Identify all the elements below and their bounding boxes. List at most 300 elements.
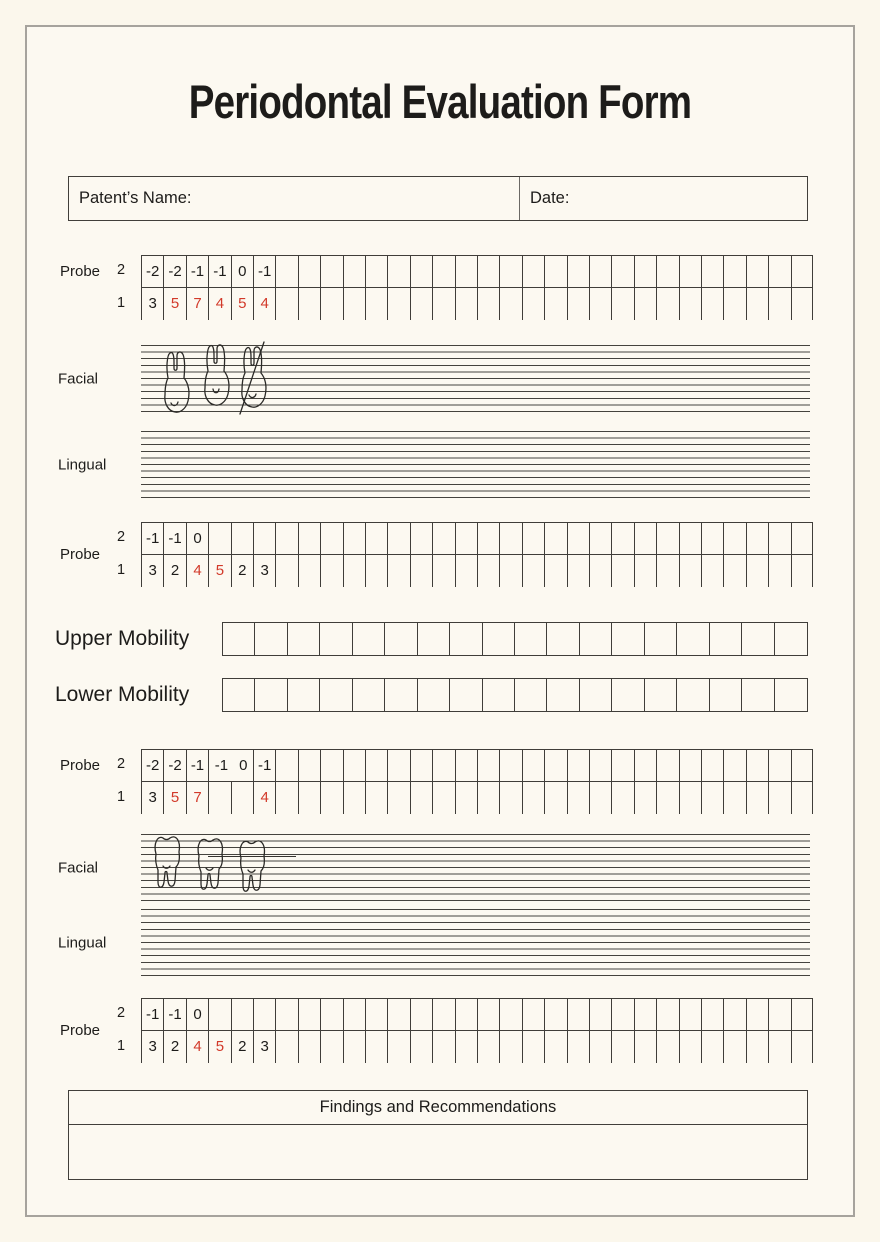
probe-cell[interactable] <box>320 782 342 815</box>
probe-cell[interactable] <box>343 782 365 815</box>
probe-cell[interactable]: 4 <box>186 555 208 588</box>
probe-grid[interactable] <box>141 522 813 587</box>
probe-cell[interactable] <box>768 998 790 1031</box>
probe-cell[interactable] <box>723 998 745 1031</box>
probe-cell[interactable] <box>589 255 611 288</box>
probe-cell[interactable] <box>455 782 477 815</box>
probe-cell[interactable] <box>746 1031 768 1064</box>
probe-cell[interactable] <box>768 555 790 588</box>
probe-cell[interactable] <box>723 749 745 782</box>
probe-cell[interactable] <box>791 749 813 782</box>
probe-cell[interactable] <box>701 1031 723 1064</box>
mobility-cell[interactable] <box>418 679 450 711</box>
probe-cell[interactable] <box>679 288 701 321</box>
probe-cell[interactable] <box>455 1031 477 1064</box>
probe-cell[interactable] <box>231 782 253 815</box>
probe-cell[interactable] <box>522 782 544 815</box>
probe-cell[interactable] <box>544 998 566 1031</box>
probe-cell[interactable] <box>298 522 320 555</box>
probe-cell[interactable] <box>544 1031 566 1064</box>
probe-cell[interactable] <box>477 522 499 555</box>
probe-cell[interactable]: 3 <box>253 1031 275 1064</box>
mobility-cell[interactable] <box>385 679 417 711</box>
probe-cell[interactable]: 2 <box>231 555 253 588</box>
probe-cell[interactable] <box>499 782 521 815</box>
probe-cell[interactable] <box>410 749 432 782</box>
probe-cell[interactable] <box>791 782 813 815</box>
probe-cell[interactable] <box>365 1031 387 1064</box>
mobility-cell[interactable] <box>515 679 547 711</box>
probe-grid[interactable] <box>141 998 813 1063</box>
probe-cell[interactable] <box>567 1031 589 1064</box>
probe-cell[interactable] <box>768 288 790 321</box>
probe-cell[interactable] <box>499 749 521 782</box>
probe-cell[interactable]: -2 <box>141 749 163 782</box>
probe-cell[interactable] <box>611 1031 633 1064</box>
probe-cell[interactable] <box>679 522 701 555</box>
probe-cell[interactable] <box>275 998 297 1031</box>
probe-cell[interactable] <box>432 522 454 555</box>
findings-box <box>68 1090 808 1180</box>
probe-cell[interactable] <box>746 555 768 588</box>
probe-cell[interactable] <box>768 782 790 815</box>
probe-cell[interactable]: -1 <box>253 255 275 288</box>
probe-cell[interactable] <box>656 555 678 588</box>
probe-cell[interactable]: -2 <box>141 255 163 288</box>
probe-cell[interactable] <box>365 555 387 588</box>
probe-cell[interactable] <box>387 522 409 555</box>
ruled-lines[interactable] <box>141 431 810 499</box>
probe-cell[interactable] <box>387 782 409 815</box>
probe-cell[interactable]: -1 <box>141 522 163 555</box>
probe-cell[interactable]: -2 <box>163 255 185 288</box>
probe-cell[interactable] <box>432 998 454 1031</box>
upper-mobility-grid[interactable] <box>222 622 808 656</box>
probe-cell[interactable] <box>477 782 499 815</box>
probe-cell[interactable]: 0 <box>231 255 253 288</box>
probe-cell[interactable] <box>477 255 499 288</box>
probe-cell[interactable] <box>455 998 477 1031</box>
mobility-cell[interactable] <box>223 623 255 655</box>
probe-cell[interactable] <box>387 288 409 321</box>
probe-cell[interactable] <box>656 998 678 1031</box>
probe-cell[interactable] <box>768 749 790 782</box>
probe-cell[interactable] <box>410 998 432 1031</box>
probe-cell[interactable] <box>365 998 387 1031</box>
probe-cell[interactable] <box>387 255 409 288</box>
probe-cell[interactable] <box>791 255 813 288</box>
probe-cell[interactable] <box>365 782 387 815</box>
mobility-cell[interactable] <box>450 623 482 655</box>
facial-upper-section <box>0 345 880 413</box>
probe-cell[interactable] <box>320 288 342 321</box>
probe-cell[interactable]: -1 <box>186 749 208 782</box>
probe-cell[interactable] <box>544 522 566 555</box>
mobility-cell[interactable] <box>645 679 677 711</box>
probe-cell[interactable] <box>679 782 701 815</box>
upper-teeth-sketch-icon <box>152 340 277 416</box>
facial-label: Facial <box>58 370 99 388</box>
probe-cell[interactable] <box>544 255 566 288</box>
probe-cell[interactable] <box>611 782 633 815</box>
probe-cell[interactable] <box>589 782 611 815</box>
probe-cell[interactable] <box>567 555 589 588</box>
probe-cell[interactable] <box>723 782 745 815</box>
probe-cell[interactable] <box>298 749 320 782</box>
probe-cell[interactable] <box>656 522 678 555</box>
probe-cell[interactable] <box>634 288 656 321</box>
probe-cell[interactable]: -1 <box>163 998 185 1031</box>
findings-entry-area[interactable] <box>69 1125 807 1178</box>
probe-cell[interactable]: 5 <box>231 288 253 321</box>
probe-cell[interactable] <box>477 998 499 1031</box>
findings-header: Findings and Recommendations <box>69 1091 807 1125</box>
mobility-cell[interactable] <box>515 623 547 655</box>
probe-cell[interactable] <box>746 782 768 815</box>
probe-cell[interactable] <box>231 522 253 555</box>
probe-cell[interactable] <box>477 555 499 588</box>
probe-cell[interactable] <box>410 1031 432 1064</box>
probe-cell[interactable] <box>701 555 723 588</box>
probe-cell[interactable]: 2 <box>163 1031 185 1064</box>
mobility-cell[interactable] <box>483 623 515 655</box>
probe-cell[interactable] <box>432 288 454 321</box>
probe-cell[interactable] <box>567 288 589 321</box>
probe-cell[interactable] <box>656 288 678 321</box>
lower-mobility-label: Lower Mobility <box>55 683 190 706</box>
probe-cell[interactable] <box>298 1031 320 1064</box>
probe-cell[interactable] <box>477 749 499 782</box>
probe-cell[interactable] <box>567 522 589 555</box>
probe-cell[interactable] <box>522 1031 544 1064</box>
probe-cell[interactable] <box>634 782 656 815</box>
probe-cell[interactable] <box>298 998 320 1031</box>
probe-cell[interactable] <box>656 255 678 288</box>
mobility-cell[interactable] <box>677 623 709 655</box>
mobility-cell[interactable] <box>742 623 774 655</box>
probe-cell[interactable] <box>343 522 365 555</box>
mobility-cell[interactable] <box>547 623 579 655</box>
probe-cell[interactable] <box>410 782 432 815</box>
probe-cell[interactable] <box>387 1031 409 1064</box>
probe-cell[interactable] <box>455 288 477 321</box>
probe-cell[interactable] <box>634 555 656 588</box>
probe-cell[interactable] <box>791 522 813 555</box>
probe-cell[interactable] <box>611 749 633 782</box>
probe-cell[interactable] <box>723 255 745 288</box>
probe-cell[interactable] <box>499 555 521 588</box>
probe-cell[interactable] <box>477 1031 499 1064</box>
patient-name-field[interactable] <box>69 177 520 220</box>
probe-cell[interactable] <box>499 255 521 288</box>
probe-cell[interactable]: -1 <box>141 998 163 1031</box>
probe-cell[interactable] <box>589 1031 611 1064</box>
probe-cell[interactable] <box>499 522 521 555</box>
mobility-cell[interactable] <box>288 679 320 711</box>
probe-cell[interactable] <box>410 288 432 321</box>
probe-cell[interactable] <box>387 555 409 588</box>
probe-cell[interactable] <box>432 255 454 288</box>
probe-cell[interactable] <box>679 749 701 782</box>
probe-cell[interactable] <box>320 255 342 288</box>
lingual-lower-section <box>0 909 880 977</box>
probe-cell[interactable] <box>634 522 656 555</box>
probe-cell[interactable] <box>275 255 297 288</box>
probe-cell[interactable] <box>768 1031 790 1064</box>
probe-cell[interactable]: 2 <box>231 1031 253 1064</box>
probe-cell[interactable] <box>679 555 701 588</box>
probe-cell[interactable]: 2 <box>163 555 185 588</box>
probe-cell[interactable]: -1 <box>186 255 208 288</box>
probe-cell[interactable] <box>746 522 768 555</box>
probe-cell[interactable] <box>208 998 230 1031</box>
probe-cell[interactable] <box>544 288 566 321</box>
probe-label: Probe <box>60 757 101 774</box>
probe-cell[interactable] <box>275 1031 297 1064</box>
mobility-cell[interactable] <box>677 679 709 711</box>
mobility-cell[interactable] <box>255 679 287 711</box>
probe-cell[interactable]: 3 <box>141 555 163 588</box>
probe-cell[interactable] <box>589 288 611 321</box>
probe-cell[interactable] <box>320 1031 342 1064</box>
probe-cell[interactable] <box>746 749 768 782</box>
probe-cell[interactable] <box>432 782 454 815</box>
probe-cell[interactable] <box>298 555 320 588</box>
mobility-cell[interactable] <box>450 679 482 711</box>
patient-info-box <box>68 176 808 221</box>
probe-cell[interactable]: 0 <box>186 522 208 555</box>
probe-cell[interactable] <box>320 555 342 588</box>
probe-cell[interactable]: 5 <box>163 782 185 815</box>
mobility-cell[interactable] <box>320 679 352 711</box>
probe-cell[interactable] <box>701 749 723 782</box>
probe-cell[interactable]: 5 <box>208 1031 230 1064</box>
probe-cell[interactable] <box>253 522 275 555</box>
probe-cell[interactable] <box>701 255 723 288</box>
probe-cell[interactable] <box>320 998 342 1031</box>
probe-cell[interactable] <box>634 1031 656 1064</box>
mobility-cell[interactable] <box>255 623 287 655</box>
probe-cell[interactable] <box>723 1031 745 1064</box>
probe-cell[interactable]: 5 <box>208 555 230 588</box>
probe-cell[interactable] <box>410 555 432 588</box>
probe-cell[interactable] <box>231 998 253 1031</box>
probe-cell[interactable]: 7 <box>186 288 208 321</box>
probe-cell[interactable] <box>343 998 365 1031</box>
probe-cell[interactable]: -2 <box>163 749 185 782</box>
probe-cell[interactable] <box>634 749 656 782</box>
probe-cell[interactable]: 7 <box>186 782 208 815</box>
probe-cell[interactable]: 3 <box>141 288 163 321</box>
probe-cell[interactable] <box>589 522 611 555</box>
probe-cell[interactable] <box>567 749 589 782</box>
probe-cell[interactable] <box>365 522 387 555</box>
probe-grid[interactable] <box>141 749 813 814</box>
probe-cell[interactable] <box>343 555 365 588</box>
probe-cell[interactable]: 5 <box>163 288 185 321</box>
probe-cell[interactable] <box>343 288 365 321</box>
probe-cell[interactable] <box>723 555 745 588</box>
mobility-cell[interactable] <box>775 623 807 655</box>
probe-row1-label: 1 <box>116 1038 126 1054</box>
lower-mobility-grid[interactable] <box>222 678 808 712</box>
mobility-cell[interactable] <box>483 679 515 711</box>
probe-cell[interactable]: -1 0 <box>208 749 253 782</box>
probe-cell[interactable] <box>746 998 768 1031</box>
mobility-cell[interactable] <box>418 623 450 655</box>
probe-cell[interactable]: -1 <box>253 749 275 782</box>
probe-cell[interactable] <box>522 749 544 782</box>
probe-cell[interactable] <box>634 255 656 288</box>
probe-cell[interactable] <box>499 998 521 1031</box>
probe-grid[interactable] <box>141 255 813 320</box>
probe-cell[interactable] <box>701 998 723 1031</box>
probe-cell[interactable] <box>298 782 320 815</box>
mobility-cell[interactable] <box>742 679 774 711</box>
probe-cell[interactable] <box>365 255 387 288</box>
probe-cell[interactable] <box>343 1031 365 1064</box>
probe-cell[interactable] <box>746 288 768 321</box>
probe-cell[interactable] <box>679 998 701 1031</box>
probe-cell[interactable] <box>656 749 678 782</box>
mobility-cell[interactable] <box>385 623 417 655</box>
probe-cell[interactable]: -1 <box>208 255 230 288</box>
probe-cell[interactable]: 4 <box>253 782 275 815</box>
probe-cell[interactable]: 3 <box>253 555 275 588</box>
probe-cell[interactable] <box>499 288 521 321</box>
probe-cell[interactable] <box>611 522 633 555</box>
probe-cell[interactable] <box>768 522 790 555</box>
probe-cell[interactable] <box>410 255 432 288</box>
probe-cell[interactable] <box>791 555 813 588</box>
probe-cell[interactable] <box>365 749 387 782</box>
probe-cell[interactable] <box>275 749 297 782</box>
mobility-cell[interactable] <box>612 623 644 655</box>
probe-cell[interactable] <box>298 288 320 321</box>
probe-cell[interactable] <box>522 288 544 321</box>
probe-cell[interactable] <box>275 288 297 321</box>
mobility-cell[interactable] <box>710 679 742 711</box>
probe-cell[interactable] <box>589 749 611 782</box>
mobility-cell[interactable] <box>547 679 579 711</box>
probe-cell[interactable] <box>768 255 790 288</box>
probe-cell[interactable] <box>455 749 477 782</box>
probe-cell[interactable]: -1 <box>163 522 185 555</box>
mobility-cell[interactable] <box>710 623 742 655</box>
probe-cell[interactable] <box>679 255 701 288</box>
date-field[interactable] <box>520 177 807 220</box>
probe-cell[interactable] <box>275 555 297 588</box>
mobility-cell[interactable] <box>353 623 385 655</box>
probe-cell[interactable] <box>320 522 342 555</box>
probe-cell[interactable] <box>567 782 589 815</box>
probe-cell[interactable] <box>544 782 566 815</box>
probe-cell[interactable] <box>208 522 230 555</box>
probe-cell[interactable] <box>791 1031 813 1064</box>
probe-cell[interactable] <box>634 998 656 1031</box>
probe-cell[interactable] <box>723 288 745 321</box>
mobility-cell[interactable] <box>612 679 644 711</box>
probe-cell[interactable] <box>589 555 611 588</box>
probe-table-lower-lingual <box>0 998 880 1064</box>
probe-cell[interactable] <box>343 749 365 782</box>
probe-cell[interactable] <box>746 255 768 288</box>
mobility-cell[interactable] <box>580 679 612 711</box>
probe-cell[interactable] <box>679 1031 701 1064</box>
mobility-cell[interactable] <box>320 623 352 655</box>
mobility-cell[interactable] <box>353 679 385 711</box>
probe-cell[interactable] <box>432 1031 454 1064</box>
page-title: Periodontal Evaluation Form <box>188 75 692 128</box>
mobility-cell[interactable] <box>580 623 612 655</box>
probe-cell[interactable] <box>320 749 342 782</box>
probe-cell[interactable] <box>387 998 409 1031</box>
probe-cell[interactable]: 4 <box>186 1031 208 1064</box>
probe-cell[interactable] <box>253 998 275 1031</box>
mobility-cell[interactable] <box>645 623 677 655</box>
probe-cell[interactable] <box>567 255 589 288</box>
probe-cell[interactable] <box>208 782 230 815</box>
probe-cell[interactable]: 4 <box>208 288 230 321</box>
probe-cell[interactable] <box>499 1031 521 1064</box>
probe-cell[interactable] <box>522 522 544 555</box>
probe-cell[interactable] <box>611 998 633 1031</box>
probe-cell[interactable] <box>544 749 566 782</box>
probe-cell[interactable] <box>791 288 813 321</box>
mobility-cell[interactable] <box>223 679 255 711</box>
probe-cell[interactable] <box>477 288 499 321</box>
probe-cell[interactable] <box>567 998 589 1031</box>
probe-cell[interactable]: 4 <box>253 288 275 321</box>
probe-cell[interactable] <box>723 522 745 555</box>
probe-cell[interactable]: 3 <box>141 782 163 815</box>
probe-cell[interactable] <box>611 255 633 288</box>
probe-cell[interactable]: 3 <box>141 1031 163 1064</box>
probe-cell[interactable] <box>656 1031 678 1064</box>
probe-cell[interactable] <box>275 522 297 555</box>
probe-cell[interactable]: 0 <box>186 998 208 1031</box>
ruled-lines[interactable] <box>141 909 810 977</box>
probe-cell[interactable] <box>611 288 633 321</box>
probe-cell[interactable] <box>656 782 678 815</box>
mobility-cell[interactable] <box>775 679 807 711</box>
mobility-cell[interactable] <box>288 623 320 655</box>
probe-cell[interactable] <box>365 288 387 321</box>
probe-cell[interactable] <box>455 522 477 555</box>
probe-cell[interactable] <box>432 749 454 782</box>
probe-cell[interactable] <box>522 555 544 588</box>
probe-cell[interactable] <box>455 555 477 588</box>
probe-cell[interactable] <box>611 555 633 588</box>
probe-cell[interactable] <box>791 998 813 1031</box>
probe-cell[interactable] <box>410 522 432 555</box>
probe-row1-label: 1 <box>116 562 126 578</box>
probe-cell[interactable] <box>544 555 566 588</box>
probe-cell[interactable] <box>701 288 723 321</box>
probe-cell[interactable] <box>343 255 365 288</box>
probe-cell[interactable] <box>275 782 297 815</box>
probe-cell[interactable] <box>589 998 611 1031</box>
probe-row2-label: 2 <box>116 529 126 545</box>
probe-cell[interactable] <box>432 555 454 588</box>
probe-cell[interactable] <box>701 522 723 555</box>
probe-cell[interactable] <box>522 998 544 1031</box>
probe-cell[interactable] <box>455 255 477 288</box>
probe-cell[interactable] <box>522 255 544 288</box>
probe-cell[interactable] <box>298 255 320 288</box>
probe-cell[interactable] <box>387 749 409 782</box>
probe-cell[interactable] <box>701 782 723 815</box>
